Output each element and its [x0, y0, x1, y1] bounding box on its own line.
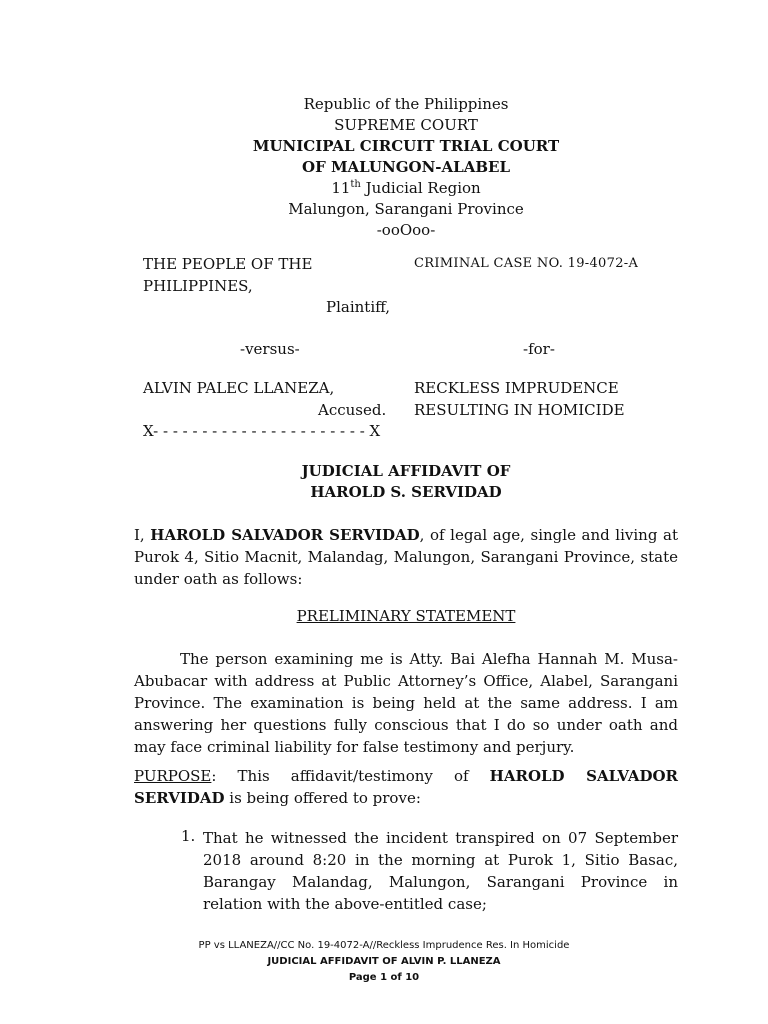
preliminary-heading: PRELIMINARY STATEMENT [296, 607, 516, 625]
header-court-name: MUNICIPAL CIRCUIT TRIAL COURT [252, 137, 560, 155]
accused-name: ALVIN PALEC LLANEZA, [143, 379, 335, 397]
footer-page-number: Page 1 of 10 [348, 972, 420, 983]
caption-separator: X- - - - - - - - - - - - - - - - - - - - - - X [143, 422, 381, 440]
header-supreme-court: SUPREME COURT [334, 116, 478, 134]
plaintiff-name-line2: PHILIPPINES, [143, 277, 253, 295]
case-number: CRIMINAL CASE NO. 19-4072-A [414, 256, 639, 271]
header-court-location: OF MALUNGON-ALABEL [302, 158, 510, 176]
intro-paragraph: I, HAROLD SALVADOR SERVIDAD, of legal age, single and living at Purok 4, Sitio Macnit, Malandag, Malungon, Sarangani Province, state under oath as follows: [134, 526, 678, 588]
purpose-label: PURPOSE [134, 767, 212, 785]
accused-role: Accused. [318, 401, 387, 419]
preliminary-paragraph: The person examining me is Atty. Bai Alefha Hannah M. Musa-Abubacar with address at Public Attorney’s Office, Alabel, Sarangani Province. The examination is being held at the same address. I am answering her questions fully conscious that I do so under oath and may face criminal liability for false testimony and perjury. [134, 650, 678, 756]
footer-document-title: JUDICIAL AFFIDAVIT OF ALVIN P. LLANEZA [267, 956, 501, 967]
purpose-item-number: 1. [181, 827, 196, 845]
for-label: -for- [523, 340, 555, 358]
header-republic: Republic of the Philippines [303, 95, 509, 113]
footer-case-reference: PP vs LLANEZA//CC No. 19-4072-A//Reckless Imprudence Res. In Homicide [198, 940, 570, 951]
plaintiff-name-line1: THE PEOPLE OF THE [143, 255, 313, 273]
header-divider: -ooOoo- [376, 221, 436, 239]
versus-label: -versus- [240, 340, 300, 358]
plaintiff-role: Plaintiff, [326, 298, 391, 316]
header-judicial-region: 11th Judicial Region [331, 179, 481, 197]
offense-line1: RECKLESS IMPRUDENCE [414, 379, 619, 397]
purpose-paragraph: PURPOSE: This affidavit/testimony of HAROLD SALVADOR SERVIDAD is being offered to prove: [134, 767, 679, 807]
affiant-name: HAROLD SALVADOR SERVIDAD [150, 526, 420, 544]
affidavit-title-line2: HAROLD S. SERVIDAD [310, 483, 502, 501]
offense-line2: RESULTING IN HOMICIDE [414, 401, 625, 419]
purpose-item-text: That he witnessed the incident transpired on 07 September 2018 around 8:20 in the morning at Purok 1, Sitio Basac, Barangay Malandag, Malungon, Sarangani Province in relation with the above-entitled case; [203, 829, 678, 913]
header-province: Malungon, Sarangani Province [288, 200, 524, 218]
affidavit-title-line1: JUDICIAL AFFIDAVIT OF [301, 462, 511, 480]
